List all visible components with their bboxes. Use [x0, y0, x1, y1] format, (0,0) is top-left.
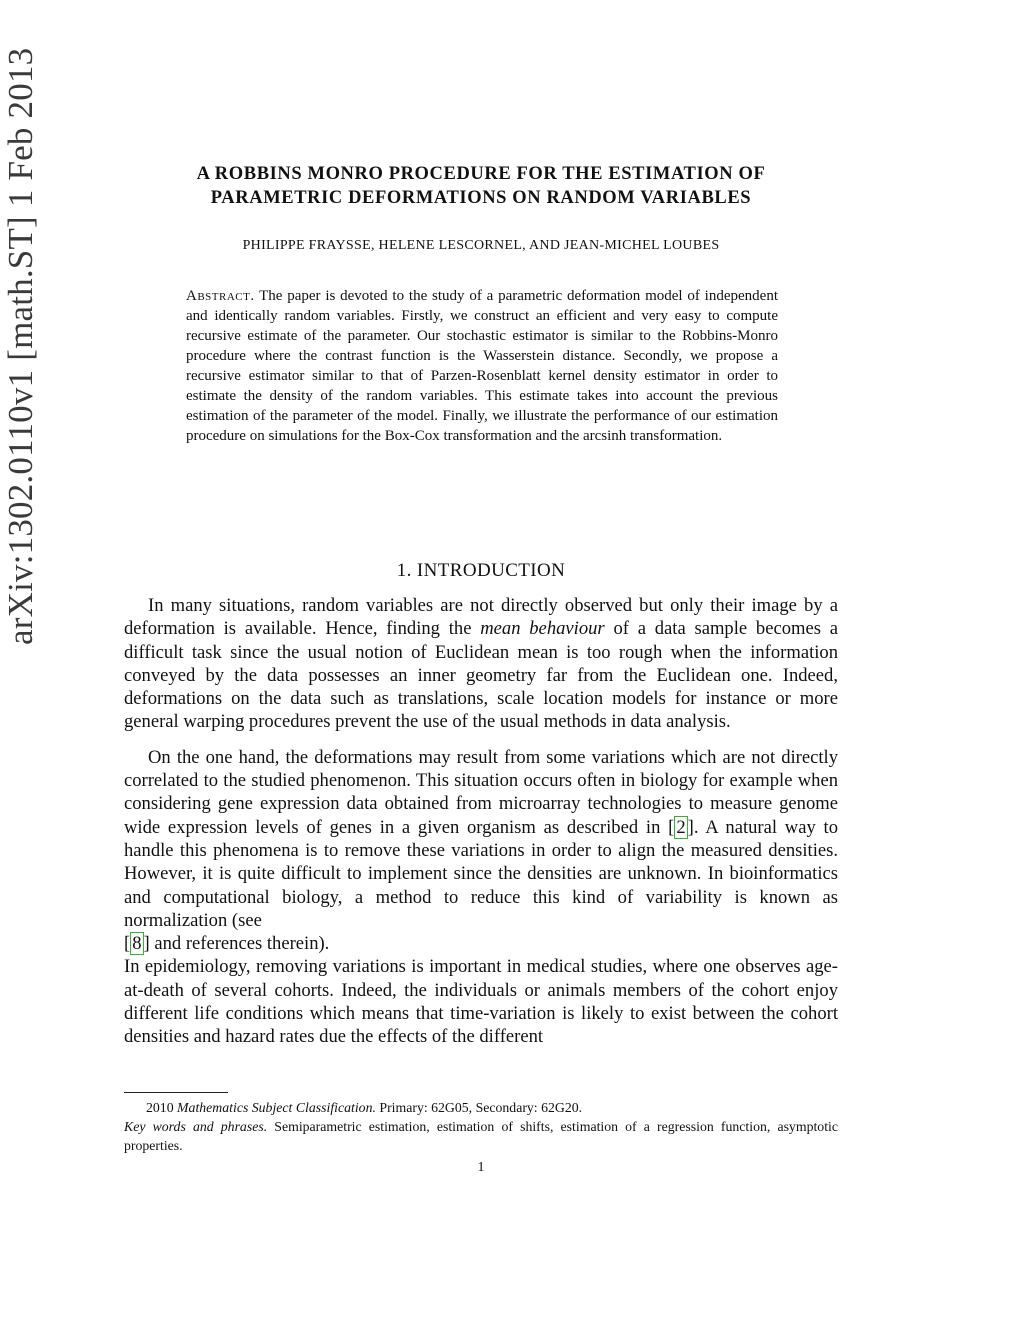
arxiv-identifier: arXiv:1302.0110v1 [math.ST] 1 Feb 2013	[1, 47, 40, 645]
citation-link-2[interactable]: 2	[676, 816, 686, 838]
msc-label: Mathematics Subject Classification.	[177, 1100, 376, 1115]
keywords-label: Key words and phrases.	[124, 1119, 268, 1134]
paragraph-2: On the one hand, the deformations may result from some variations which are not directly correlated to the studied phenomenon. This situation occurs often in biology for example when considering gene expression data obtained from microarray technologies to measure genome wide expression levels of genes in a given organism as described in [ 2 ]. A natural way to handle this phenomena is to remove these variations in order to align the measured densities. However, it is quite difficult to implement since the densities are unknown. In bioinformatics and computational biology, a method to reduce this kind of variability is known as normalization (see	[124, 746, 838, 931]
footnote-keywords	[124, 1117, 838, 1155]
paragraph-2-part-2: . A natural way to handle this phenomena is to remove these variations in order to align the measured densities. However, it is quite difficult to implement since the densities are unknown. In bioinformatics and computational biology, a method to reduce this kind of variability is known as normalization (see	[124, 816, 838, 931]
paragraph-1-start: In many situations, random variables are not directly observed but only their image by a deformation is available. Hence, finding the	[124, 595, 838, 640]
paragraph-3: In epidemiology, removing variations is important in medical studies, where one observes age-at-death of several cohorts. Indeed, the individuals or animals members of the cohort enjoy different life conditions which means that time-variation is likely to exist between the cohort densities and hazard rates due the effects of the different	[124, 956, 838, 1048]
footnote-msc	[124, 1098, 838, 1117]
keywords-text: Semiparametric estimation, estimation of shifts, estimation of a regression function, asymptotic properties.	[124, 1119, 838, 1153]
section-heading: 1. INTRODUCTION	[396, 560, 566, 581]
abstract-text: The paper is devoted to the study of a parametric deformation model of independent and identically random variables. Firstly, we construct an efficient and very easy to compute recursive estimate of the parameter. Our stochastic estimator is similar to the Robbins-Monro procedure where the contrast function is the Wasserstein distance. Secondly, we propose a recursive estimator similar to that of Parzen-Rosenblatt kernel density estimator in order to estimate the density of the random variables. This estimate takes into account the previous estimation of the parameter of the model. Finally, we illustrate the performance of our estimation procedure on simulations for the Box-Cox transformation and the arcsinh transformation.	[186, 288, 778, 444]
authors: PHILIPPE FRAYSSE, HELENE LESCORNEL, AND JEAN-MICHEL LOUBES	[242, 238, 720, 253]
abstract-label: Abstract.	[186, 288, 255, 304]
citation-link-8[interactable]: 8	[132, 933, 142, 955]
page-number: 1	[477, 1160, 485, 1175]
paragraph-2-part-3: and references therein).	[149, 933, 330, 955]
paper-title	[124, 162, 838, 210]
title-line-2: PARAMETRIC DEFORMATIONS ON RANDOM VARIABLES	[210, 188, 752, 208]
footnote-rule	[124, 1092, 228, 1093]
emphasis-mean-behaviour: mean behaviour	[480, 618, 605, 640]
abstract	[186, 286, 778, 446]
paragraph-2-part-1: On the one hand, the deformations may result from some variations which are not directly correlated to the studied phenomenon. This situation occurs often in biology for example when considering gene expression data obtained from microarray technologies to measure genome wide expression levels of genes in a given organism as described in	[124, 746, 838, 838]
paragraph-2-cont: [ 8 ] and references therein).	[124, 933, 330, 955]
title-line-1: A ROBBINS MONRO PROCEDURE FOR THE ESTIMATION OF	[196, 164, 766, 184]
paragraph-1	[124, 594, 838, 734]
msc-text: Primary: 62G05, Secondary: 62G20.	[379, 1100, 583, 1115]
paragraph-1-end: of a data sample becomes a difficult task since the usual notion of Euclidean mean is too rough when the information conveyed by the data possesses an inner geometry far from the Euclidean one. Indeed, deformations on the data such as translations, scale location models for instance or more general warping procedures prevent the use of the usual methods in data analysis.	[124, 618, 838, 733]
msc-year: 2010	[146, 1100, 174, 1115]
footnotes	[124, 1098, 838, 1155]
intro-body	[124, 594, 838, 1049]
